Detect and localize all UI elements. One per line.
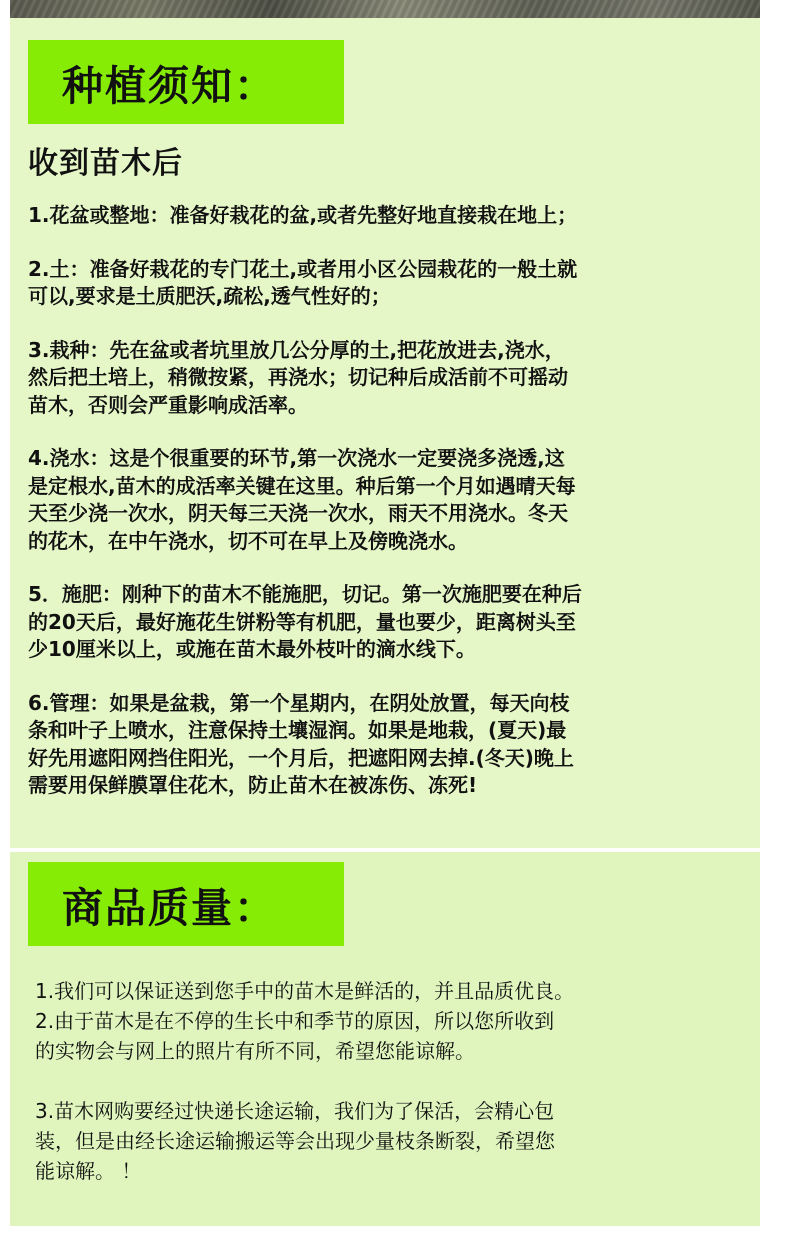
top-photo-strip <box>10 0 760 18</box>
step-line: 然后把土培上，稍微按紧，再浇水；切记种后成活前不可摇动 <box>28 365 568 389</box>
step-line: 苗木，否则会严重影响成活率。 <box>28 392 308 417</box>
paragraph-gap <box>35 1066 745 1096</box>
step-3 <box>28 337 750 420</box>
planting-subheading: 收到苗木后 <box>28 146 183 181</box>
step-line: 1.花盆或整地：准备好栽花的盆,或者先整好地直接栽在地上； <box>28 203 578 227</box>
step-line: 4.浇水：这是个很重要的环节,第一次浇水一定要浇多浇透,这 <box>28 446 565 470</box>
quality-heading: 商品质量： <box>62 883 277 932</box>
step-line: 好先用遮阳网挡住阳光，一个月后，把遮阳网去掉.(冬天)晚上 <box>28 745 574 770</box>
step-4 <box>28 445 750 555</box>
planting-heading-box <box>28 40 344 124</box>
step-line: 条和叶子上喷水，注意保持土壤湿润。如果是地栽，(夏天)最 <box>28 718 567 742</box>
quality-line: 装，但是由经长途运输搬运等会出现少量枝条断裂，希望您 <box>35 1129 555 1153</box>
step-line: 需要用保鲜膜罩住花木，防止苗木在被冻伤、冻死! <box>28 773 478 797</box>
step-line: 的花木，在中午浇水，切不可在早上及傍晚浇水。 <box>28 528 468 553</box>
step-line: 5．施肥：刚种下的苗木不能施肥，切记。第一次施肥要在种后 <box>28 582 582 606</box>
step-line: 可以,要求是土质肥沃,疏松,透气性好的； <box>28 284 391 308</box>
step-1 <box>28 202 750 230</box>
quality-line: 3.苗木网购要经过快递长途运输，我们为了保活，会精心包 <box>35 1099 555 1123</box>
step-line: 天至少浇一次水，阴天每三天浇一次水，雨天不用浇水。冬天 <box>28 501 568 525</box>
planting-heading: 种植须知： <box>62 61 277 110</box>
quality-line: 能谅解。 ！ <box>35 1159 142 1183</box>
step-6 <box>28 690 750 800</box>
step-line: 少10厘米以上，或施在苗木最外枝叶的滴水线下。 <box>28 637 476 661</box>
quality-line: 2.由于苗木是在不停的生长中和季节的原因，所以您所收到 <box>35 1009 555 1033</box>
quality-heading-box <box>28 862 344 946</box>
quality-line: 1.我们可以保证送到您手中的苗木是鲜活的，并且品质优良。 <box>35 979 575 1003</box>
planting-steps <box>28 202 750 826</box>
planting-notes-panel <box>10 18 760 848</box>
step-5 <box>28 581 750 664</box>
quality-line: 的实物会与网上的照片有所不同，希望您能谅解。 <box>35 1039 475 1063</box>
step-line: 2.土：准备好栽花的专门花土,或者用小区公园栽花的一般土就 <box>28 256 578 281</box>
product-quality-panel <box>10 852 760 1226</box>
step-2 <box>28 256 750 311</box>
step-line: 3.栽种：先在盆或者坑里放几公分厚的土,把花放进去,浇水， <box>28 337 565 362</box>
step-line: 是定根水,苗木的成活率关键在这里。种后第一个月如遇晴天每 <box>28 473 576 498</box>
step-line: 的20天后，最好施花生饼粉等有机肥，量也要少，距离树头至 <box>28 609 576 634</box>
step-line: 6.管理：如果是盆栽，第一个星期内，在阴处放置，每天向枝 <box>28 690 570 715</box>
quality-text <box>35 976 745 1186</box>
